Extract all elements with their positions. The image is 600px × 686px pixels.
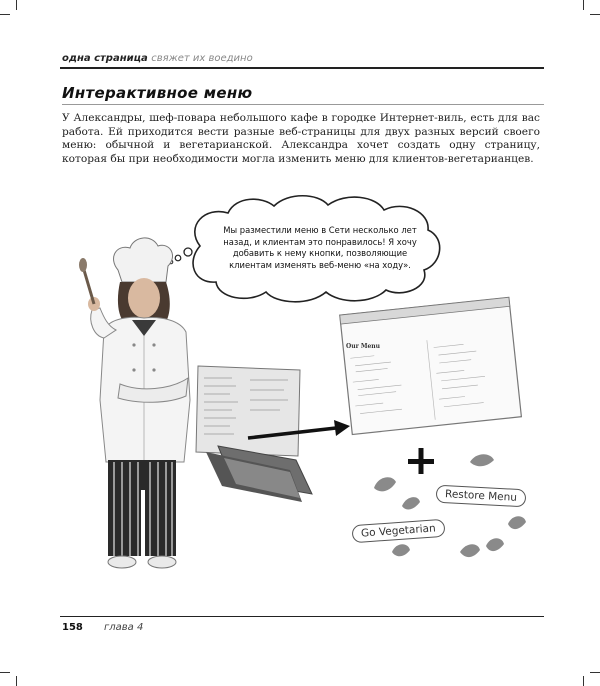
- header-section: одна страница: [62, 53, 148, 64]
- section-heading: Интерактивное меню: [62, 84, 253, 102]
- body-paragraph: У Александры, шеф-повара небольшого кафе в городке Интернет-виль, есть для вас работа. Ей приходится вести разные веб-страницы для двух разных версий своего меню: обычной и вегетарианской. Александра хочет создать одну страницу, которая бы при необходимости могла изменить меню для клиентов-вегетарианцев.: [62, 112, 540, 165]
- speech-bubble-text: Мы разместили меню в Сети несколько лет назад, и клиентам это понравилось! Я хочу добавить к нему кнопки, позволяющие клиентам изменять веб-меню «на ходу».: [223, 225, 417, 270]
- chapter-label: глава 4: [104, 622, 144, 633]
- go-vegetarian-button[interactable]: Go Vegetarian: [351, 519, 445, 543]
- page-number: 158: [62, 622, 83, 633]
- menu-screenshot-title: Our Menu: [346, 343, 381, 350]
- plus-sign: [408, 448, 434, 474]
- header-subtitle: свяжет их воедино: [151, 53, 253, 64]
- restore-menu-button[interactable]: Restore Menu: [436, 485, 527, 508]
- menu-browser-window: [340, 297, 522, 434]
- footer-rule: [60, 616, 544, 617]
- chef-figure: [79, 238, 190, 568]
